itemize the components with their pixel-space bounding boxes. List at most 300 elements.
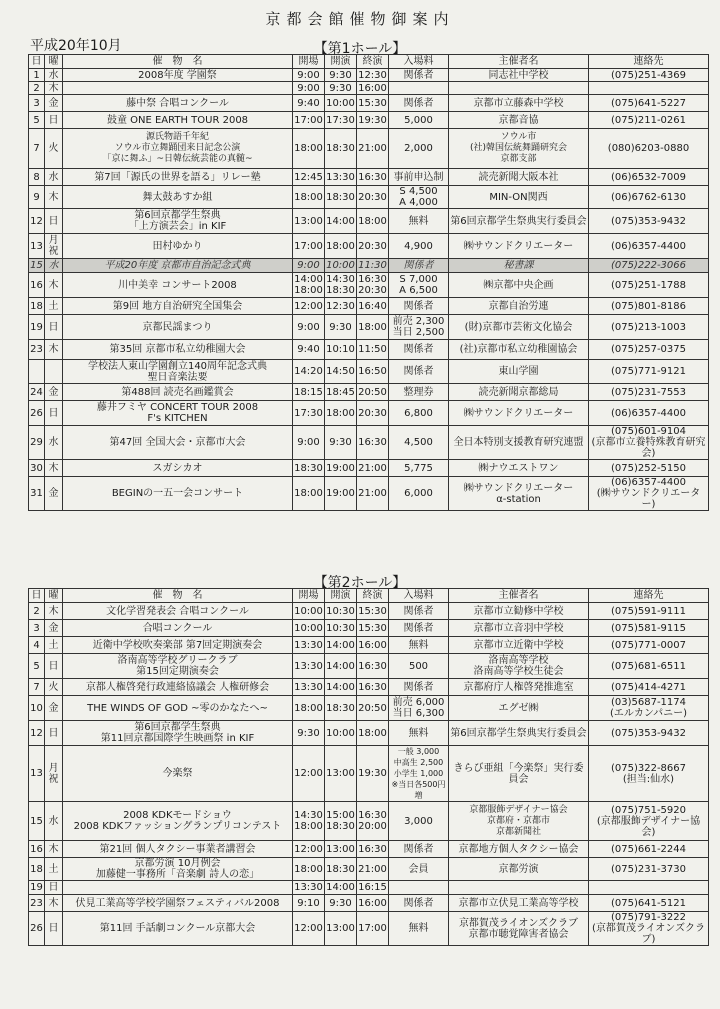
table-row [29, 802, 709, 841]
table-row [29, 841, 709, 858]
day-cell: 1 [29, 69, 45, 82]
open-time-cell: 13:00 [293, 209, 325, 234]
day-cell: 10 [29, 696, 45, 721]
end-time-cell: 17:00 [357, 912, 389, 946]
table-row [29, 460, 709, 477]
start-time-cell: 13:00 [325, 912, 357, 946]
event-name-cell: 第35回 京都市私立幼稚園大会 [63, 340, 293, 360]
open-time-cell: 9:40 [293, 95, 325, 112]
header-organizer: 主催者名 [449, 589, 589, 603]
header-open: 開場 [293, 589, 325, 603]
day-cell: 2 [29, 82, 45, 95]
start-time-cell: 18:00 [325, 234, 357, 259]
event-name-cell: 文化学習発表会 合唱コンクール [63, 603, 293, 620]
start-time-cell: 18:00 [325, 401, 357, 426]
end-time-cell: 16:40 [357, 298, 389, 315]
dow-cell: 木 [45, 273, 63, 298]
fee-cell: 関係者 [389, 679, 449, 696]
day-cell: 23 [29, 895, 45, 912]
start-time-cell: 14:00 [325, 654, 357, 679]
organizer-cell: 第6回京都学生祭典実行委員会 [449, 721, 589, 746]
dow-cell: 火 [45, 129, 63, 169]
event-name-cell: 近衛中学校吹奏楽部 第7回定期演奏会 [63, 637, 293, 654]
event-name-cell: 藤井フミヤ CONCERT TOUR 2008 F's KITCHEN [63, 401, 293, 426]
contact-cell: (075)791-3222 (京都賀茂ライオンズクラブ) [589, 912, 709, 946]
dow-cell: 月 祝 [45, 234, 63, 259]
day-cell [29, 360, 45, 384]
end-time-cell: 16:50 [357, 360, 389, 384]
day-cell: 2 [29, 603, 45, 620]
dow-cell: 木 [45, 841, 63, 858]
start-time-cell: 19:00 [325, 460, 357, 477]
contact-cell: (075)222-3066 [589, 259, 709, 273]
organizer-cell: 京都市立藤森中学校 [449, 95, 589, 112]
event-name-cell: 伏見工業高等学校学園祭フェスティバル2008 [63, 895, 293, 912]
event-name-cell: 学校法人東山学園創立140周年記念式典 聖日音楽法要 [63, 360, 293, 384]
organizer-cell: 京都労演 [449, 858, 589, 881]
organizer-cell: 京都服飾デザイナー協会 京都府・京都市 京都新聞社 [449, 802, 589, 841]
table-row [29, 401, 709, 426]
event-name-cell: 合唱コンクール [63, 620, 293, 637]
dow-cell: 日 [45, 654, 63, 679]
fee-cell: S 7,000 A 6,500 [389, 273, 449, 298]
dow-cell: 水 [45, 426, 63, 460]
organizer-cell: 同志社中学校 [449, 69, 589, 82]
open-time-cell: 17:30 [293, 401, 325, 426]
header-contact: 連絡先 [589, 55, 709, 69]
open-time-cell: 12:00 [293, 746, 325, 802]
event-name-cell: 第21回 個人タクシー事業者講習会 [63, 841, 293, 858]
end-time-cell: 21:00 [357, 129, 389, 169]
end-time-cell: 16:30 20:30 [358, 274, 387, 296]
organizer-cell: ㈱サウンドクリエーター [449, 234, 589, 259]
start-time-cell: 9:30 [325, 315, 357, 340]
open-time-cell: 12:00 [293, 841, 325, 858]
dow-cell: 木 [45, 603, 63, 620]
open-time-cell: 9:00 [293, 315, 325, 340]
contact-cell: (06)6357-4400 [589, 401, 709, 426]
contact-cell: (075)252-5150 [589, 460, 709, 477]
fee-cell: 整理券 [389, 384, 449, 401]
start-time-cell: 13:00 [325, 841, 357, 858]
fee-cell: 関係者 [389, 69, 449, 82]
event-name-cell: 洛南高等学校グリークラブ 第15回定期演奏会 [63, 654, 293, 679]
end-time-cell: 18:00 [357, 721, 389, 746]
event-name-cell: 平成20年度 京都市自治記念式典 [63, 259, 293, 273]
organizer-cell: 秘書課 [449, 259, 589, 273]
start-time-cell: 10:00 [325, 95, 357, 112]
event-name-cell: 川中美幸 コンサート2008 [63, 273, 293, 298]
table-row [29, 209, 709, 234]
open-time-cell: 9:00 [293, 426, 325, 460]
event-name-cell: 第7回「源氏の世界を語る」リレー塾 [63, 169, 293, 186]
contact-cell: (075)771-0007 [589, 637, 709, 654]
hall2-table [28, 588, 709, 946]
end-time-cell: 16:15 [358, 882, 387, 893]
open-time-cell: 12:00 [293, 912, 325, 946]
organizer-cell: 京都地方個人タクシー協会 [449, 841, 589, 858]
table-row [29, 82, 709, 95]
contact-cell: (075)414-4271 [589, 679, 709, 696]
table-row [29, 696, 709, 721]
fee-cell: 会員 [389, 858, 449, 881]
organizer-cell: 第6回京都学生祭典実行委員会 [449, 209, 589, 234]
organizer-cell: 京都市立伏見工業高等学校 [449, 895, 589, 912]
event-name-cell: 第488回 読売名画鑑賞会 [63, 384, 293, 401]
open-time-cell: 13:30 [293, 654, 325, 679]
dow-cell: 月 祝 [45, 746, 63, 802]
event-name-cell: THE WINDS OF GOD ~零のかなたへ~ [63, 696, 293, 721]
day-cell: 15 [29, 802, 45, 841]
organizer-cell: ㈱サウンドクリエーター [449, 401, 589, 426]
end-time-cell: 16:30 20:00 [357, 802, 389, 841]
fee-cell: 関係者 [389, 841, 449, 858]
day-cell: 18 [29, 858, 45, 881]
contact-cell: (075)251-1788 [589, 273, 709, 298]
contact-cell: (06)6762-6130 [589, 186, 709, 209]
fee-cell: 5,775 [389, 460, 449, 477]
start-time-cell: 14:00 [325, 637, 357, 654]
end-time-cell: 16:30 [357, 169, 389, 186]
header-fee: 入場料 [389, 55, 449, 69]
start-time-cell: 17:30 [325, 112, 357, 129]
hall1-header-row [29, 55, 709, 69]
dow-cell: 土 [45, 298, 63, 315]
open-time-cell: 18:00 [293, 186, 325, 209]
contact-cell: (06)6357-4400 (㈱サウンドクリエーター) [589, 477, 709, 511]
dow-cell: 土 [45, 637, 63, 654]
end-time-cell: 21:00 [357, 460, 389, 477]
day-cell: 16 [29, 273, 45, 298]
dow-cell: 火 [45, 679, 63, 696]
contact-cell: (06)6357-4400 [589, 234, 709, 259]
day-cell: 7 [29, 679, 45, 696]
fee-cell: 事前申込制 [389, 169, 449, 186]
organizer-cell: ㈱ナウエストワン [449, 460, 589, 477]
dow-cell: 日 [45, 112, 63, 129]
start-time-cell: 14:50 [325, 360, 357, 384]
table-row [29, 679, 709, 696]
fee-cell: 関係者 [389, 620, 449, 637]
contact-cell: (075)213-1003 [589, 315, 709, 340]
table-row [29, 340, 709, 360]
organizer-cell: (社)京都市私立幼稚園協会 [449, 340, 589, 360]
day-cell: 13 [29, 746, 45, 802]
open-time-cell: 18:00 [293, 129, 325, 169]
fee-cell: 2,000 [389, 129, 449, 169]
fee-cell: 前売 6,000 当日 6,300 [389, 696, 449, 721]
day-cell: 5 [29, 112, 45, 129]
dow-cell [45, 360, 63, 384]
event-name-cell: スガシカオ [63, 460, 293, 477]
table-row [29, 95, 709, 112]
dow-cell: 金 [45, 620, 63, 637]
end-time-cell: 15:30 [357, 95, 389, 112]
contact-cell: (075)661-2244 [589, 841, 709, 858]
table-row [29, 746, 709, 802]
fee-cell: 6,000 [389, 477, 449, 511]
table-row [29, 620, 709, 637]
start-time-cell: 13:00 [325, 746, 357, 802]
contact-cell: (075)322-8667 (担当:仙水) [589, 746, 709, 802]
hall2-label: 【第2ホール】 [313, 575, 407, 591]
day-cell: 16 [29, 841, 45, 858]
contact-cell: (075)641-5121 [589, 895, 709, 912]
contact-cell: (080)6203-0880 [589, 129, 709, 169]
organizer-cell: ソウル市 (社)韓国伝統舞踊研究会 京都支部 [449, 129, 589, 169]
start-time-cell: 18:30 [325, 858, 357, 881]
dow-cell: 金 [45, 696, 63, 721]
dow-cell: 金 [45, 95, 63, 112]
open-time-cell: 10:00 [293, 620, 325, 637]
event-name-cell: 藤中祭 合唱コンクール [63, 95, 293, 112]
table-row [29, 637, 709, 654]
organizer-cell: 京都市立近衛中学校 [449, 637, 589, 654]
organizer-cell: MIN-ON関西 [449, 186, 589, 209]
fee-cell: S 4,500 A 4,000 [389, 186, 449, 209]
contact-cell: (075)641-5227 [589, 95, 709, 112]
dow-cell: 木 [45, 460, 63, 477]
fee-cell: 無料 [389, 721, 449, 746]
open-time-cell: 18:15 [293, 384, 325, 401]
contact-cell: (075)231-3730 [589, 858, 709, 881]
table-row [29, 360, 709, 384]
dow-cell: 水 [45, 169, 63, 186]
organizer-cell: 京都自治労連 [449, 298, 589, 315]
end-time-cell: 19:30 [357, 112, 389, 129]
open-time-cell: 14:00 18:00 [294, 274, 323, 296]
start-time-cell: 14:00 [325, 679, 357, 696]
table-row [29, 384, 709, 401]
fee-cell: 関係者 [389, 298, 449, 315]
fee-cell: 無料 [389, 209, 449, 234]
table-row [29, 858, 709, 881]
end-time-cell: 16:30 [357, 426, 389, 460]
end-time-cell: 18:00 [357, 209, 389, 234]
event-name-cell: 鼓童 ONE EARTH TOUR 2008 [63, 112, 293, 129]
end-time-cell: 12:30 [358, 69, 387, 81]
table-row [29, 69, 709, 82]
end-time-cell: 20:50 [357, 696, 389, 721]
day-cell: 9 [29, 186, 45, 209]
table-row [29, 895, 709, 912]
day-cell: 31 [29, 477, 45, 511]
contact-cell: (075)257-0375 [589, 340, 709, 360]
contact-cell: (075)581-9115 [589, 620, 709, 637]
fee-cell: 無料 [389, 637, 449, 654]
header-open: 開場 [293, 55, 325, 69]
open-time-cell: 9:40 [293, 340, 325, 360]
table-row [29, 912, 709, 946]
open-time-cell: 9:30 [293, 721, 325, 746]
header-dow: 曜 [45, 589, 63, 603]
start-time-cell: 18:30 [325, 186, 357, 209]
dow-cell: 日 [45, 881, 63, 895]
dow-cell: 水 [45, 259, 63, 273]
start-time-cell: 9:30 [325, 895, 357, 912]
open-time-cell: 12:00 [293, 298, 325, 315]
dow-cell: 日 [45, 912, 63, 946]
dow-cell: 水 [45, 69, 63, 82]
dow-cell: 日 [45, 401, 63, 426]
dow-cell: 金 [45, 384, 63, 401]
hall2-header-row [29, 589, 709, 603]
start-time-cell: 10:10 [325, 340, 357, 360]
day-cell: 23 [29, 340, 45, 360]
fee-cell: 無料 [389, 912, 449, 946]
start-time-cell: 9:30 [325, 426, 357, 460]
header-event: 催 物 名 [63, 589, 293, 603]
table-row [29, 112, 709, 129]
day-cell: 12 [29, 209, 45, 234]
day-cell: 30 [29, 460, 45, 477]
event-name-cell: 舞太鼓あすか組 [63, 186, 293, 209]
open-time-cell: 17:00 [293, 112, 325, 129]
event-name-cell: 第6回京都学生祭典 「上方演芸会」in KIF [63, 209, 293, 234]
fee-cell [389, 82, 449, 95]
header-start: 開演 [325, 55, 357, 69]
fee-cell: 関係者 [389, 895, 449, 912]
dow-cell: 金 [45, 477, 63, 511]
contact-cell: (075)681-6511 [589, 654, 709, 679]
hall1-label: 【第1ホール】 [313, 41, 407, 57]
start-time-cell: 14:00 [325, 209, 357, 234]
contact-cell: (075)251-4369 [589, 69, 709, 82]
open-time-cell: 9:00 [293, 69, 325, 82]
organizer-cell: 洛南高等学校 洛南高等学校生徒会 [449, 654, 589, 679]
event-name-cell [63, 82, 293, 95]
contact-cell: (03)5687-1174 (エルカンパニー) [589, 696, 709, 721]
day-cell: 13 [29, 234, 45, 259]
end-time-cell: 11:50 [357, 340, 389, 360]
header-dow: 曜 [45, 55, 63, 69]
start-time-cell: 18:45 [325, 384, 357, 401]
header-end: 終演 [357, 55, 389, 69]
dow-cell: 木 [45, 186, 63, 209]
end-time-cell: 20:50 [357, 384, 389, 401]
header-day: 日 [29, 55, 45, 69]
contact-cell [589, 82, 709, 95]
event-name-cell: 第6回京都学生祭典 第11回京都国際学生映画祭 in KIF [63, 721, 293, 746]
open-time-cell: 10:00 [293, 603, 325, 620]
start-time-cell: 10:30 [325, 603, 357, 620]
end-time-cell: 15:30 [357, 620, 389, 637]
event-name-cell: 京都人権啓発行政連絡協議会 人権研修会 [63, 679, 293, 696]
open-time-cell: 18:00 [293, 696, 325, 721]
start-time-cell: 19:00 [325, 477, 357, 511]
dow-cell: 日 [45, 315, 63, 340]
table-row [29, 603, 709, 620]
fee-cell [389, 881, 449, 895]
fee-cell: 3,000 [389, 802, 449, 841]
organizer-cell: 読売新聞京都総局 [449, 384, 589, 401]
day-cell: 26 [29, 401, 45, 426]
header-start: 開演 [325, 589, 357, 603]
page-title: 京都会館催物御案内 [265, 10, 455, 28]
open-time-cell: 17:00 [293, 234, 325, 259]
fee-cell: 関係者 [389, 95, 449, 112]
organizer-cell: ㈱京都中央企画 [449, 273, 589, 298]
open-time-cell: 18:30 [293, 460, 325, 477]
event-name-cell: 京都民謡まつり [63, 315, 293, 340]
table-row [29, 186, 709, 209]
organizer-cell: 読売新聞大阪本社 [449, 169, 589, 186]
end-time-cell: 20:30 [357, 186, 389, 209]
event-name-cell: 源氏物語千年紀 ソウル市立舞踊団来日記念公演 「京に舞ふ」~日韓伝統芸能の真髄~ [63, 129, 293, 169]
day-cell: 5 [29, 654, 45, 679]
day-cell: 18 [29, 298, 45, 315]
start-time-cell: 15:00 18:30 [325, 802, 357, 841]
dow-cell: 日 [45, 209, 63, 234]
header-day: 日 [29, 589, 45, 603]
table-row [29, 721, 709, 746]
start-time-cell: 18:30 [325, 696, 357, 721]
table-row [29, 426, 709, 460]
organizer-cell [449, 82, 589, 95]
end-time-cell: 11:30 [358, 260, 387, 271]
contact-cell: (075)771-9121 [589, 360, 709, 384]
open-time-cell: 18:00 [293, 477, 325, 511]
event-name-cell: 京都労演 10月例会 加藤健一事務所「音楽劇 詩人の恋」 [63, 858, 293, 881]
dow-cell: 水 [45, 802, 63, 841]
organizer-cell: エグゼ㈱ [449, 696, 589, 721]
contact-cell: (075)751-5920 (京都服飾デザイナー協会) [589, 802, 709, 841]
organizer-cell: 京都市立音羽中学校 [449, 620, 589, 637]
contact-cell: (075)353-9432 [589, 721, 709, 746]
fee-cell: 4,500 [389, 426, 449, 460]
table-row [29, 273, 709, 298]
organizer-cell: 京都市立勧修中学校 [449, 603, 589, 620]
dow-cell: 木 [45, 82, 63, 95]
event-name-cell: 今楽祭 [63, 746, 293, 802]
organizer-cell: ㈱サウンドクリエーター α-station [449, 477, 589, 511]
day-cell: 3 [29, 620, 45, 637]
start-time-cell: 13:30 [325, 169, 357, 186]
event-name-cell: 第9回 地方自治研究全国集会 [63, 298, 293, 315]
end-time-cell: 16:30 [357, 654, 389, 679]
day-cell: 8 [29, 169, 45, 186]
contact-cell: (075)231-7553 [589, 384, 709, 401]
table-row [29, 259, 709, 273]
contact-cell: (075)801-8186 [589, 298, 709, 315]
day-cell: 19 [30, 882, 43, 893]
table-row [29, 129, 709, 169]
event-name-cell: BEGINの一五一会コンサート [63, 477, 293, 511]
fee-cell: 関係者 [389, 360, 449, 384]
contact-cell: (075)211-0261 [589, 112, 709, 129]
start-time-cell: 10:00 [325, 721, 357, 746]
fee-cell: 関係者 [389, 259, 449, 273]
organizer-cell: 京都府庁人権啓発推進室 [449, 679, 589, 696]
fee-cell: 4,900 [389, 234, 449, 259]
dow-cell: 日 [45, 721, 63, 746]
end-time-cell: 16:00 [357, 895, 389, 912]
contact-cell: (075)591-9111 [589, 603, 709, 620]
fee-cell: 前売 2,300 当日 2,500 [389, 315, 449, 340]
header-contact: 連絡先 [589, 589, 709, 603]
end-time-cell: 16:00 [357, 637, 389, 654]
end-time-cell: 21:00 [357, 858, 389, 881]
contact-cell: (075)601-9104 (京都市立養特殊教育研究会) [589, 426, 709, 460]
dow-cell: 土 [45, 858, 63, 881]
event-name-cell [63, 881, 293, 895]
end-time-cell: 20:30 [357, 401, 389, 426]
month-label: 平成20年10月 [30, 38, 122, 54]
contact-cell: (075)353-9432 [589, 209, 709, 234]
table-row [29, 881, 709, 895]
end-time-cell: 20:30 [357, 234, 389, 259]
start-time-cell: 18:30 [325, 129, 357, 169]
